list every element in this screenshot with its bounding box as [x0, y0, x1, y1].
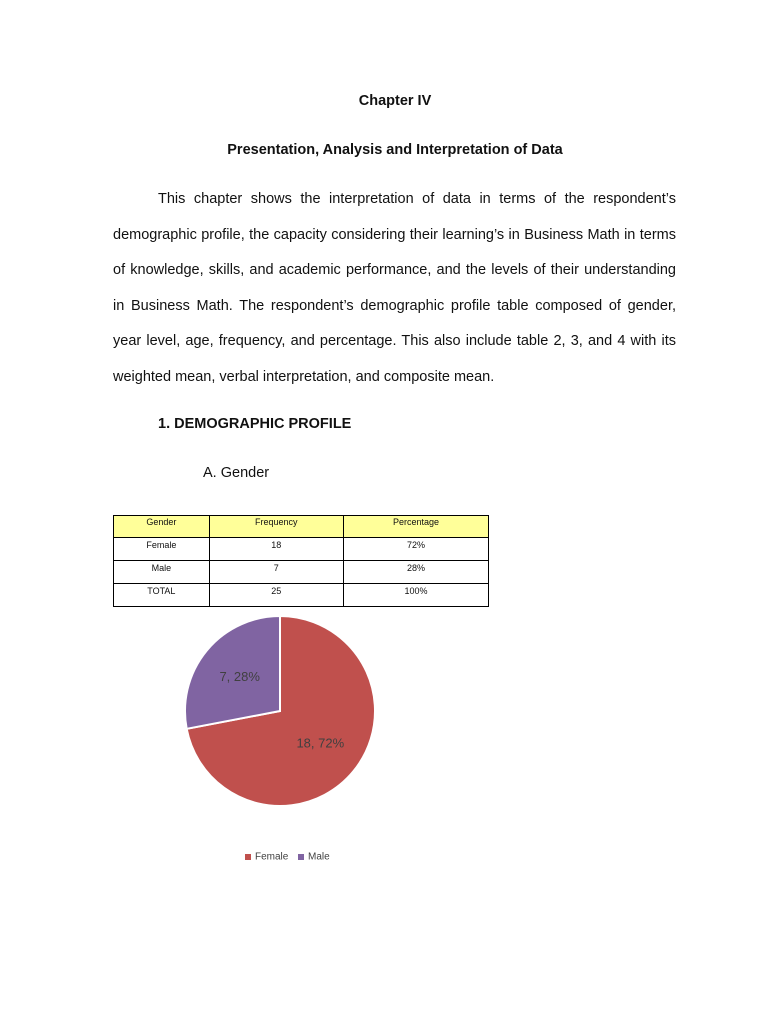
- gender-table: [113, 515, 489, 607]
- table-row: [114, 561, 489, 584]
- table-row: [114, 584, 489, 607]
- table-header-row: [114, 516, 489, 538]
- chapter-heading: Presentation, Analysis and Interpretation of Data: [227, 142, 563, 158]
- table-cell: TOTAL: [114, 584, 210, 607]
- legend-label: Male: [308, 851, 330, 863]
- intro-paragraph: This chapter shows the interpretation of data in terms of the respondent’s demographic profile, the capacity considering their learning’s in Business Math in terms of knowledge, skills, and academic performance, and the levels of their understanding in Business Math. The respondent’s demographic profile table composed of gender, year level, age, frequency, and percentage. This also include table 2, 3, and 4 with its weighted mean, verbal interpretation, and composite mean.: [113, 191, 676, 385]
- pie-data-label: 7, 28%: [219, 669, 260, 685]
- gender-pie-chart: [150, 605, 430, 875]
- header-percentage: Percentage: [343, 516, 488, 538]
- section-title: 1. DEMOGRAPHIC PROFILE: [158, 416, 352, 432]
- header-gender: Gender: [114, 516, 210, 538]
- subsection-title: A. Gender: [203, 465, 270, 481]
- legend-label: Female: [255, 851, 289, 863]
- table-cell: 72%: [343, 538, 488, 561]
- table-cell: Female: [114, 538, 210, 561]
- table-cell: 7: [209, 561, 343, 584]
- table-row: [114, 538, 489, 561]
- pie-data-label: 18, 72%: [296, 735, 345, 751]
- table-cell: 28%: [343, 561, 488, 584]
- header-frequency: Frequency: [209, 516, 343, 538]
- table-cell: 18: [209, 538, 343, 561]
- legend-swatch: [298, 854, 304, 860]
- table-cell: Male: [114, 561, 210, 584]
- table-cell: 25: [209, 584, 343, 607]
- chapter-number: Chapter IV: [358, 93, 432, 109]
- legend-swatch: [245, 854, 251, 860]
- table-cell: 100%: [343, 584, 488, 607]
